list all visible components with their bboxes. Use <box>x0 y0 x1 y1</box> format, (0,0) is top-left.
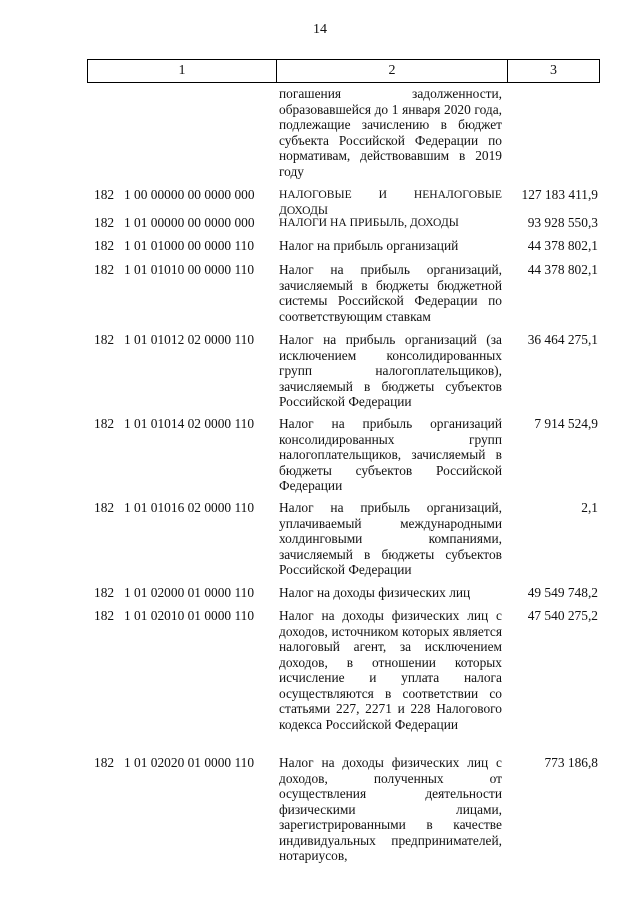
table-row <box>0 416 640 500</box>
admin-code: 182 <box>94 187 115 202</box>
admin-code: 182 <box>94 416 115 431</box>
table-row <box>0 238 640 262</box>
row-amount: 44 378 802,1 <box>527 238 598 253</box>
budget-code: 1 01 02020 01 0000 110 <box>124 755 255 770</box>
row-amount: 127 183 411,9 <box>521 187 598 202</box>
row-name: Налог на прибыль организаций, зачисляемый в бюджеты бюджетной системы Российской Федерации по соответствующим ставкам <box>279 262 502 324</box>
admin-code: 182 <box>94 500 115 515</box>
row-amount: 49 549 748,2 <box>527 585 598 600</box>
admin-code: 182 <box>94 262 115 277</box>
row-name: Налог на доходы физических лиц <box>279 585 471 600</box>
admin-code: 182 <box>94 215 115 230</box>
admin-code: 182 <box>94 608 115 623</box>
admin-code: 182 <box>94 755 115 770</box>
row-amount: 47 540 275,2 <box>527 608 598 623</box>
budget-code: 1 01 00000 00 0000 000 <box>124 215 255 230</box>
header-col-2: 2 <box>277 60 508 82</box>
table-row <box>0 585 640 608</box>
admin-code: 182 <box>94 332 115 347</box>
admin-code: 182 <box>94 238 115 253</box>
row-name: НАЛОГОВЫЕ И НЕНАЛОГОВЫЕ ДОХОДЫ <box>279 188 502 217</box>
row-name: Налог на доходы физических лиц с доходов, источником которых является налоговый агент, за исключением доходов, в отношении которых исчисление и уплата налога осуществляются в соответствии со статьями 227, 2271 и 228 Налогового кодекса Российской Федерации <box>279 608 502 732</box>
row-amount: 44 378 802,1 <box>527 262 598 277</box>
row-name: Налог на прибыль организаций <box>279 238 459 253</box>
table-row <box>0 500 640 585</box>
row-name: Налог на доходы физических лиц с доходов, полученных от осуществления деятельности физическими лицами, зарегистрированными в качестве индивидуальных предпринимателей, нотариусов, <box>279 755 502 863</box>
row-amount: 36 464 275,1 <box>527 332 598 347</box>
row-name: Налог на прибыль организаций, уплачиваемый международными холдинговыми компаниями, зачисляемый в бюджеты субъектов Российской Федерации <box>279 500 502 577</box>
row-name: Налог на прибыль организаций консолидированных групп налогоплательщиков, зачисляемый в бюджеты субъектов Российской Федерации <box>279 416 502 493</box>
row-amount: 773 186,8 <box>544 755 598 770</box>
budget-code: 1 01 01012 02 0000 110 <box>124 332 255 347</box>
admin-code: 182 <box>94 585 115 600</box>
budget-code: 1 00 00000 00 0000 000 <box>124 187 255 202</box>
row-name: Налог на прибыль организаций (за исключением консолидированных групп налогоплательщиков), зачисляемый в бюджеты субъектов Российской Федерации <box>279 332 502 409</box>
row-amount: 93 928 550,3 <box>527 215 598 230</box>
table-row <box>0 262 640 332</box>
budget-code: 1 01 01010 00 0000 110 <box>124 262 255 277</box>
budget-code: 1 01 01016 02 0000 110 <box>124 500 255 515</box>
budget-code: 1 01 02000 01 0000 110 <box>124 585 255 600</box>
page-number: 14 <box>313 22 327 37</box>
row-amount: 2,1 <box>581 500 598 515</box>
budget-code: 1 01 01014 02 0000 110 <box>124 416 255 431</box>
table-row-continuation <box>0 84 640 187</box>
header-col-3: 3 <box>550 63 557 78</box>
table-row <box>0 215 640 238</box>
table-body <box>0 84 640 863</box>
row-amount: 7 914 524,9 <box>534 416 598 431</box>
table-row <box>0 332 640 416</box>
table-header <box>87 59 600 83</box>
continuation-text: погашения задолженности, образовавшейся до 1 января 2020 года, подлежащие зачислению в бюджет субъекта Российской Федерации по нормативам, действовавшим в 2019 году <box>279 86 502 179</box>
table-row <box>0 755 640 863</box>
budget-code: 1 01 01000 00 0000 110 <box>124 238 255 253</box>
table-row <box>0 608 640 755</box>
table-row <box>0 187 640 215</box>
budget-code: 1 01 02010 01 0000 110 <box>124 608 255 623</box>
header-col-1: 1 <box>88 60 277 82</box>
row-name: НАЛОГИ НА ПРИБЫЛЬ, ДОХОДЫ <box>279 216 459 229</box>
